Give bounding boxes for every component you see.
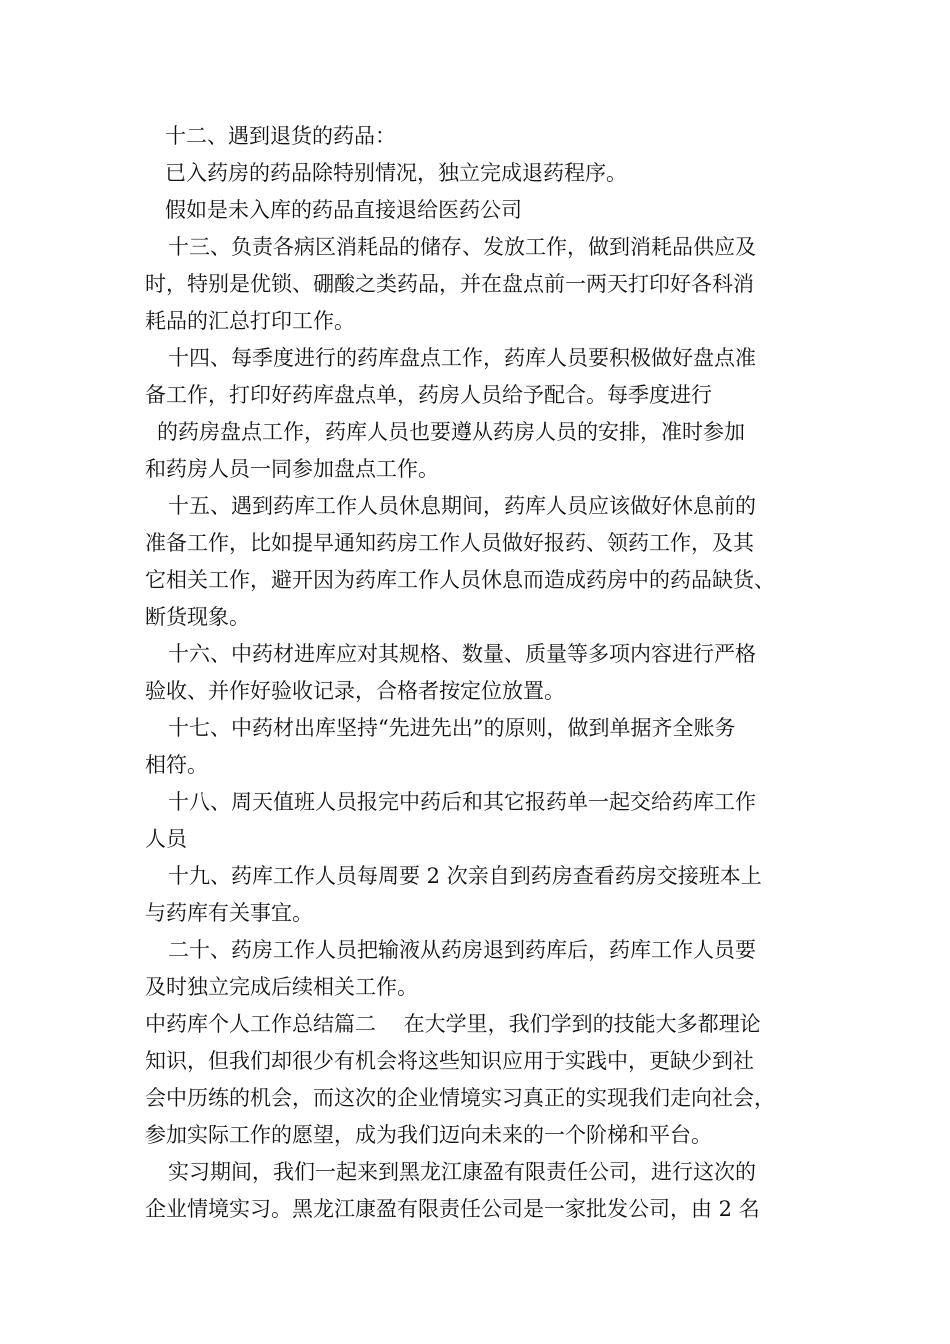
- text-line: 会中历练的机会，而这次的企业情境实习真正的实现我们走向社会，: [145, 1086, 775, 1110]
- text-line: 准备工作，比如提早通知药房工作人员做好报药、领药工作，及其: [145, 531, 754, 555]
- text-line: 和药房人员一同参加盘点工作。: [145, 457, 439, 481]
- text-line: 十三、负责各病区消耗品的储存、发放工作，做到消耗品供应及: [168, 235, 756, 259]
- text-line: 相符。: [145, 753, 208, 777]
- text-line: 假如是未入库的药品直接退给医药公司: [165, 198, 522, 222]
- text-line: 备工作，打印好药库盘点单，药房人员给予配合。每季度进行: [145, 383, 712, 407]
- text-line: 及时独立完成后续相关工作。: [145, 975, 418, 999]
- text-line: 十四、每季度进行的药库盘点工作，药库人员要积极做好盘点准: [168, 346, 756, 370]
- text-line: 与药库有关事宜。: [145, 901, 313, 925]
- text-line: 实习期间，我们一起来到黑龙江康盈有限责任公司，进行这次的: [168, 1160, 756, 1184]
- text-line: 二十、药房工作人员把输液从药房退到药库后，药库工作人员要: [168, 938, 756, 962]
- text-line: 十七、中药材出库坚持“先进先出”的原则，做到单据齐全账务: [168, 716, 736, 740]
- text-line: 时，特别是优锁、硼酸之类药品，并在盘点前一两天打印好各科消: [145, 272, 754, 296]
- text-line: 十六、中药材进库应对其规格、数量、质量等多项内容进行严格: [168, 642, 756, 666]
- text-line: 的药房盘点工作，药库人员也要遵从药房人员的安排，准时参加: [157, 420, 745, 444]
- text-line: 十八、周天值班人员报完中药后和其它报药单一起交给药库工作: [168, 790, 756, 814]
- text-line: 耗品的汇总打印工作。: [145, 309, 355, 333]
- text-line: 人员: [145, 827, 187, 851]
- section-heading-line: 中药库个人工作总结篇二 在大学里，我们学到的技能大多都理论: [145, 1012, 761, 1036]
- text-line: 十九、药库工作人员每周要 2 次亲自到药房查看药房交接班本上: [168, 864, 762, 888]
- text-line: 企业情境实习。黑龙江康盈有限责任公司是一家批发公司，由 2 名: [145, 1197, 760, 1221]
- text-line: 它相关工作，避开因为药库工作人员休息而造成药房中的药品缺货、: [145, 568, 775, 592]
- text-line: 十五、遇到药库工作人员休息期间，药库人员应该做好休息前的: [168, 494, 756, 518]
- text-line: 已入药房的药品除特别情况，独立完成退药程序。: [165, 161, 627, 185]
- text-line: 十二、遇到退货的药品：: [165, 124, 396, 148]
- text-line: 断货现象。: [145, 605, 250, 629]
- text-line: 参加实际工作的愿望，成为我们迈向未来的一个阶梯和平台。: [145, 1123, 712, 1147]
- text-line: 验收、并作好验收记录，合格者按定位放置。: [145, 679, 565, 703]
- text-line: 知识，但我们却很少有机会将这些知识应用于实践中，更缺少到社: [145, 1049, 754, 1073]
